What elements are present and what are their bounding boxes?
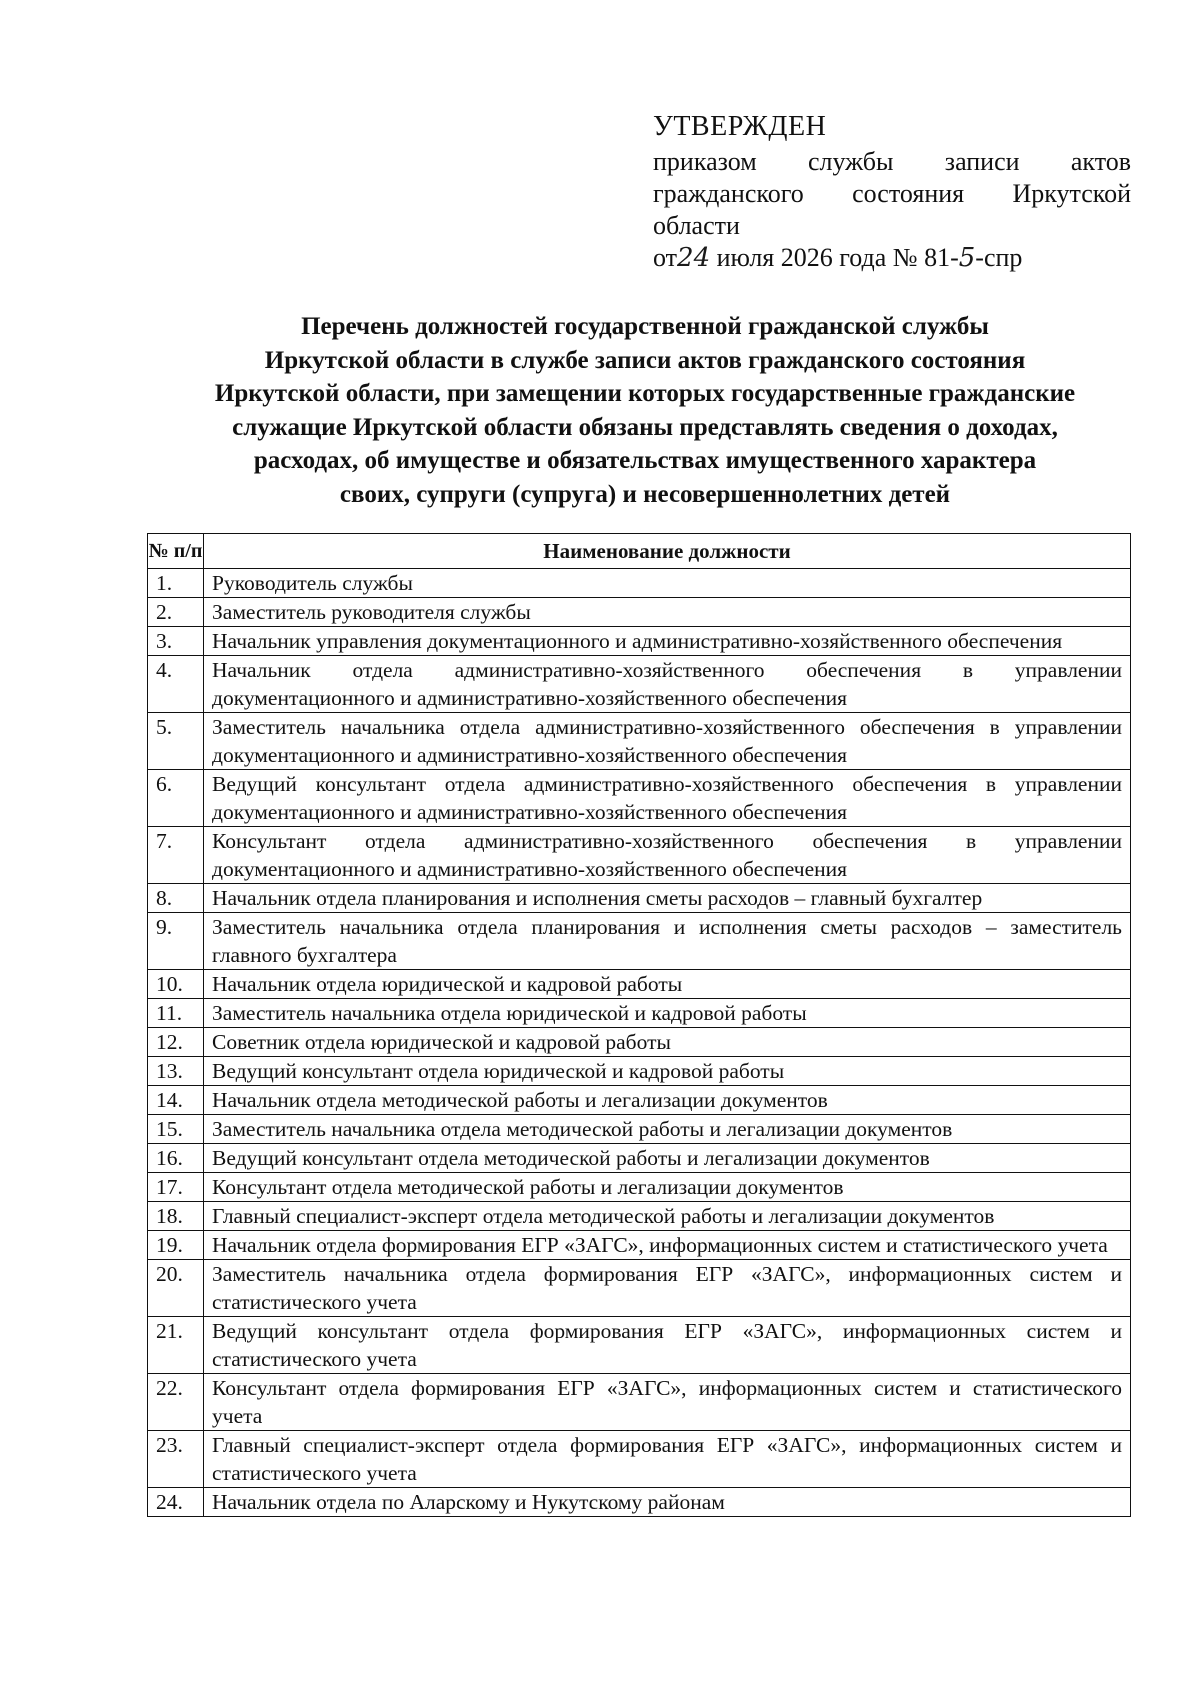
row-number: 8. [148,884,204,913]
position-name: Начальник отдела административно-хозяйственного обеспечения в управлении документационного и административно-хозяйственного обеспечения [204,656,1131,713]
row-number: 20. [148,1260,204,1317]
table-row [148,1202,1131,1231]
position-name: Консультант отдела формирования ЕГР «ЗАГС», информационных систем и статистического учета [204,1374,1131,1431]
row-number: 21. [148,1317,204,1374]
approval-line-1: приказом службы записи актов [653,147,1131,176]
table-row [148,770,1131,827]
document-title [150,310,1140,511]
table-row [148,999,1131,1028]
position-name: Ведущий консультант отдела формирования ЕГР «ЗАГС», информационных систем и статистического учета [204,1317,1131,1374]
table-row [148,1057,1131,1086]
table-row [148,627,1131,656]
approval-block [653,108,1131,274]
table-row [148,1144,1131,1173]
position-name: Заместитель начальника отдела планирования и исполнения сметы расходов – заместитель главного бухгалтера [204,913,1131,970]
column-header-name: Наименование должности [204,534,1131,569]
position-name: Заместитель начальника отдела юридической и кадровой работы [204,999,1131,1028]
position-name: Начальник управления документационного и административно-хозяйственного обеспечения [204,627,1131,656]
approval-date-line [653,242,1131,274]
row-number: 15. [148,1115,204,1144]
position-name: Начальник отдела методической работы и легализации документов [204,1086,1131,1115]
table-header-row [148,534,1131,569]
row-number: 3. [148,627,204,656]
position-name: Ведущий консультант отдела юридической и кадровой работы [204,1057,1131,1086]
table-row [148,913,1131,970]
table-row [148,598,1131,627]
position-name: Главный специалист-эксперт отдела формирования ЕГР «ЗАГС», информационных систем и статистического учета [204,1431,1131,1488]
row-number: 6. [148,770,204,827]
number-suffix: -спр [975,243,1023,272]
position-name: Начальник отдела формирования ЕГР «ЗАГС», информационных систем и статистического учета [204,1231,1131,1260]
table-row [148,970,1131,999]
row-number: 5. [148,713,204,770]
position-name: Начальник отдела планирования и исполнения сметы расходов – главный бухгалтер [204,884,1131,913]
position-name: Заместитель начальника отдела формирования ЕГР «ЗАГС», информационных систем и статистического учета [204,1260,1131,1317]
table-row [148,827,1131,884]
position-name: Советник отдела юридической и кадровой работы [204,1028,1131,1057]
row-number: 2. [148,598,204,627]
row-number: 17. [148,1173,204,1202]
positions-table [147,533,1131,1517]
row-number: 11. [148,999,204,1028]
handwritten-number: 5 [958,243,976,273]
title-line: служащие Иркутской области обязаны представлять сведения о доходах, [232,413,1058,441]
date-prefix: от [653,243,678,272]
approval-line-3: области [653,211,740,240]
position-name: Ведущий консультант отдела административно-хозяйственного обеспечения в управлении документационного и административно-хозяйственного обеспечения [204,770,1131,827]
position-name: Консультант отдела административно-хозяйственного обеспечения в управлении документационного и административно-хозяйственного обеспечения [204,827,1131,884]
row-number: 22. [148,1374,204,1431]
row-number: 10. [148,970,204,999]
row-number: 18. [148,1202,204,1231]
table-row [148,1231,1131,1260]
table-row [148,656,1131,713]
position-name: Главный специалист-эксперт отдела методической работы и легализации документов [204,1202,1131,1231]
title-line: Иркутской области в службе записи актов гражданского состояния [264,346,1026,374]
row-number: 7. [148,827,204,884]
row-number: 4. [148,656,204,713]
title-line: своих, супруги (супруга) и несовершеннолетних детей [339,480,951,508]
table-row [148,884,1131,913]
row-number: 12. [148,1028,204,1057]
table-row [148,1260,1131,1317]
table-row [148,1431,1131,1488]
table-row [148,713,1131,770]
table-row [148,1028,1131,1057]
table-row [148,1488,1131,1517]
approval-heading: УТВЕРЖДЕН [653,111,827,142]
position-name: Заместитель руководителя службы [204,598,1131,627]
table-row [148,1173,1131,1202]
row-number: 1. [148,569,204,598]
row-number: 19. [148,1231,204,1260]
row-number: 16. [148,1144,204,1173]
row-number: 9. [148,913,204,970]
position-name: Заместитель начальника отдела административно-хозяйственного обеспечения в управлении документационного и административно-хозяйственного обеспечения [204,713,1131,770]
position-name: Руководитель службы [204,569,1131,598]
table-row [148,1115,1131,1144]
position-name: Начальник отдела юридической и кадровой работы [204,970,1131,999]
table-row [148,1317,1131,1374]
table-row [148,1086,1131,1115]
row-number: 24. [148,1488,204,1517]
table-row [148,569,1131,598]
position-name: Ведущий консультант отдела методической работы и легализации документов [204,1144,1131,1173]
position-name: Заместитель начальника отдела методической работы и легализации документов [204,1115,1131,1144]
approval-line-2: гражданского состояния Иркутской [653,179,1131,208]
position-name: Консультант отдела методической работы и легализации документов [204,1173,1131,1202]
row-number: 13. [148,1057,204,1086]
title-line: расходах, об имуществе и обязательствах имущественного характера [253,447,1037,474]
handwritten-day: 24 [677,243,711,273]
title-line: Иркутской области, при замещении которых государственные гражданские [214,380,1076,407]
row-number: 23. [148,1431,204,1488]
column-header-number: № п/п [148,534,204,569]
row-number: 14. [148,1086,204,1115]
title-line: Перечень должностей государственной гражданской службы [301,313,989,340]
date-middle: июля 2026 года № 81- [710,243,959,272]
table-row [148,1374,1131,1431]
position-name: Начальник отдела по Аларскому и Нукутскому районам [204,1488,1131,1517]
